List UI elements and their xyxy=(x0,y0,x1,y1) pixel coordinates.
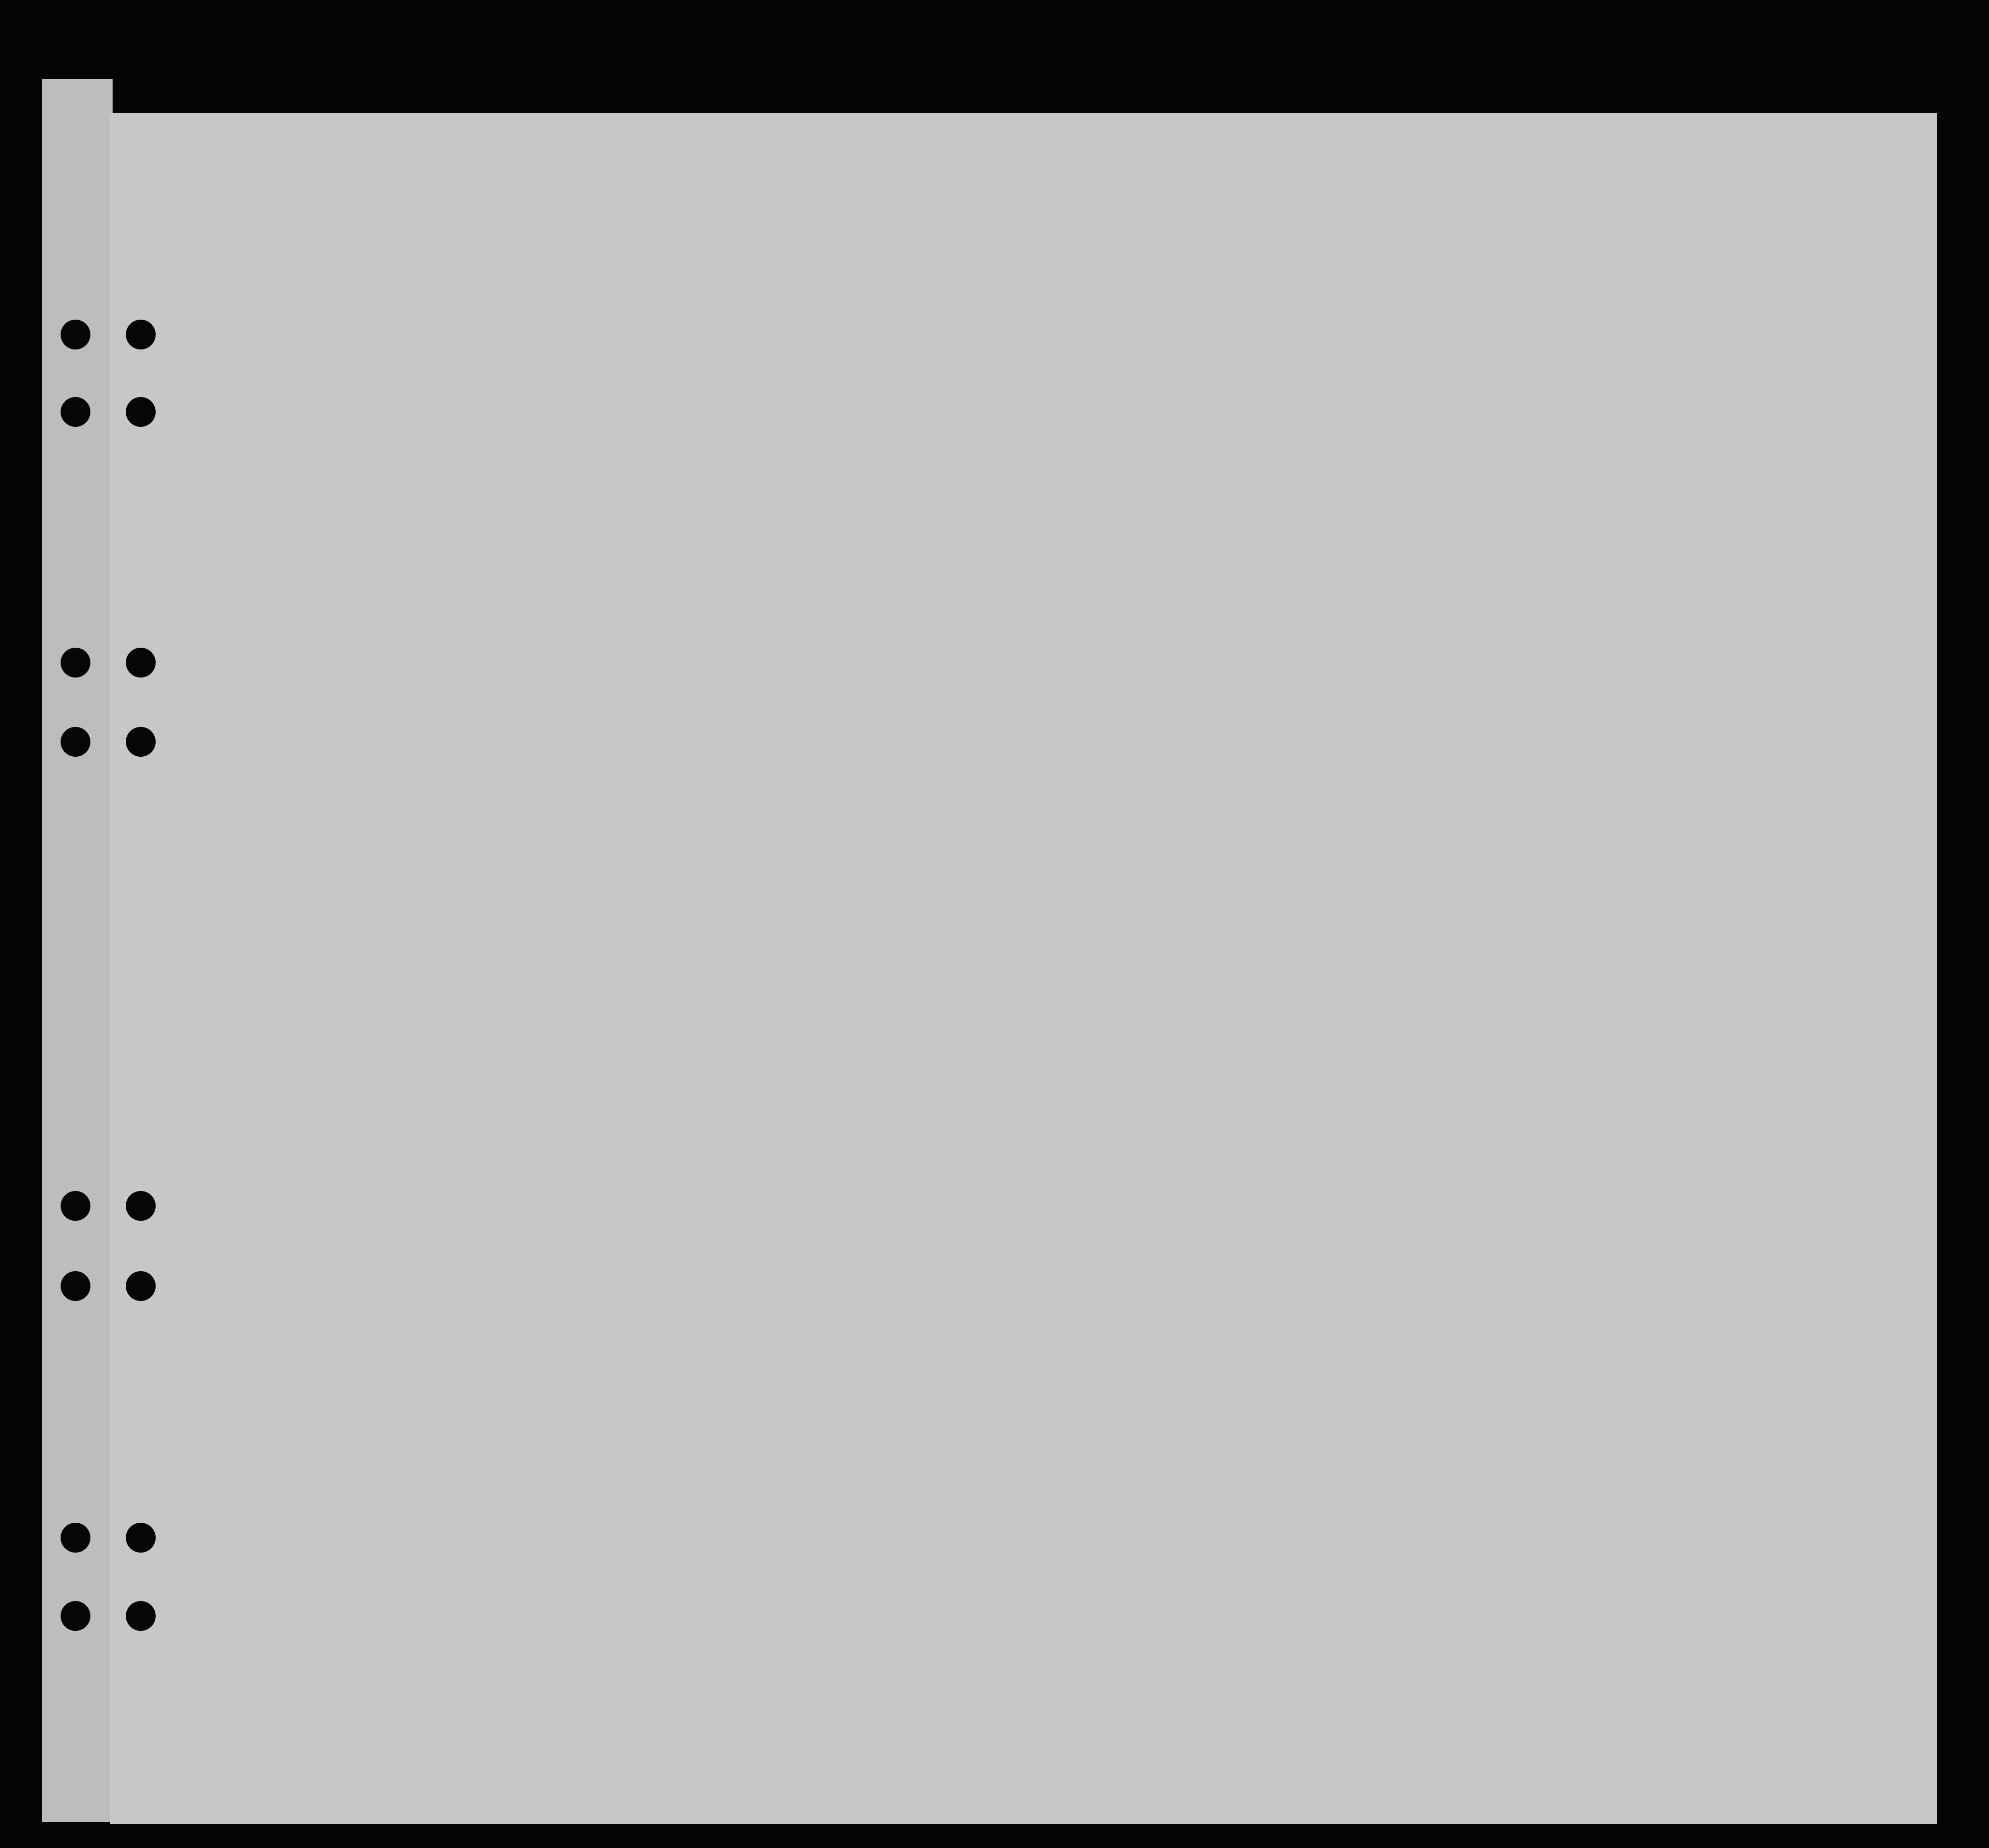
header-purpose-return xyxy=(1172,418,1187,510)
header-purpose-length xyxy=(1206,418,1220,510)
header-overthrow xyxy=(1370,392,1410,510)
header-purpose-citizen xyxy=(1241,418,1255,510)
header-excluded xyxy=(1456,392,1470,510)
header-prison xyxy=(1276,392,1295,510)
header-arrested xyxy=(1475,392,1488,510)
header-labor-offer xyxy=(1417,392,1445,510)
